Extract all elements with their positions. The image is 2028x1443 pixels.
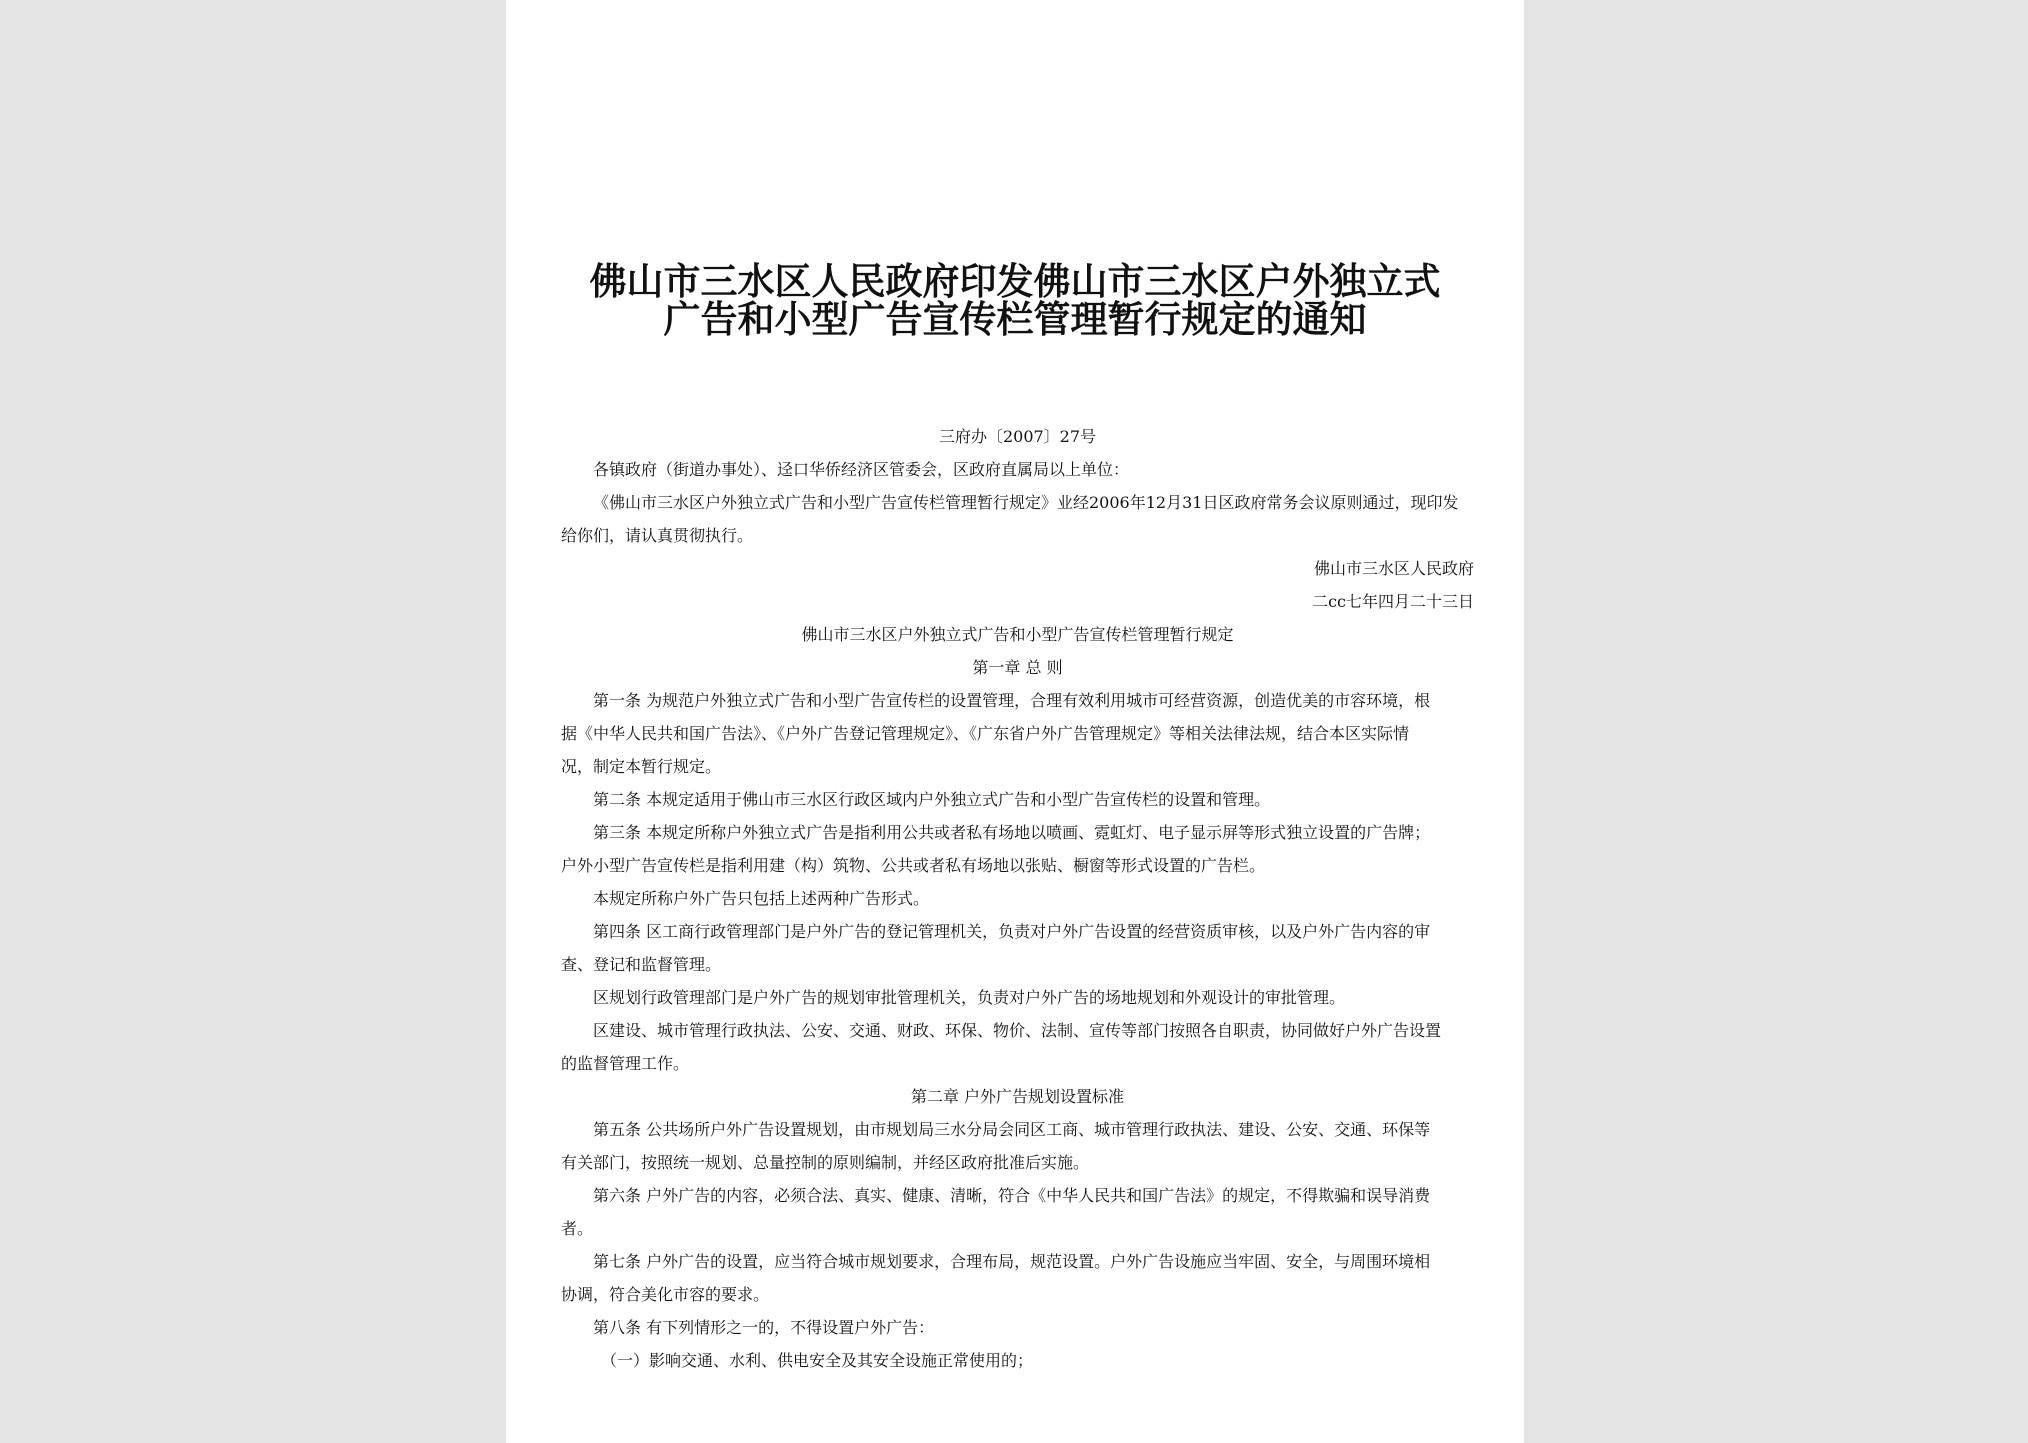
issuer: 佛山市三水区人民政府 xyxy=(1313,559,1474,578)
article-4-line-5: 的监督管理工作。 xyxy=(561,1054,690,1073)
article-1-line-2: 据《中华人民共和国广告法》、《户外广告登记管理规定》、《广东省户外广告管理规定》等相关法律法规，结合本区实际情 xyxy=(561,724,1410,743)
document-title xyxy=(506,259,1524,341)
addressee: 各镇政府（街道办事处）、迳口华侨经济区管委会，区政府直属局以上单位： xyxy=(593,460,1130,479)
regulation-title: 佛山市三水区户外独立式广告和小型广告宣传栏管理暂行规定 xyxy=(801,625,1234,644)
article-4-line-1: 第四条 区工商行政管理部门是户外广告的登记管理机关，负责对户外广告设置的经营资质审核，以及户外广告内容的审 xyxy=(593,922,1431,941)
intro-line-2: 给你们，请认真贯彻执行。 xyxy=(561,526,754,545)
article-6-line-1: 第六条 户外广告的内容，必须合法、真实、健康、清晰，符合《中华人民共和国广告法》的规定，不得欺骗和误导消费 xyxy=(593,1186,1431,1205)
article-5-line-1: 第五条 公共场所户外广告设置规划，由市规划局三水分局会同区工商、城市管理行政执法、建设、公安、交通、环保等 xyxy=(593,1120,1431,1139)
article-1-line-1: 第一条 为规范户外独立式广告和小型广告宣传栏的设置管理，合理有效利用城市可经营资源，创造优美的市容环境，根 xyxy=(593,691,1431,710)
article-4-line-4: 区建设、城市管理行政执法、公安、交通、财政、环保、物价、法制、宣传等部门按照各自职责，协同做好户外广告设置 xyxy=(593,1021,1442,1040)
article-4-line-2: 查、登记和监督管理。 xyxy=(561,955,722,974)
article-2-line-1: 第二条 本规定适用于佛山市三水区行政区域内户外独立式广告和小型广告宣传栏的设置和管理。 xyxy=(593,790,1271,809)
article-7-line-2: 协调，符合美化市容的要求。 xyxy=(561,1285,770,1304)
article-7-line-1: 第七条 户外广告的设置，应当符合城市规划要求，合理布局，规范设置。户外广告设施应当牢固、安全，与周围环境相 xyxy=(593,1252,1431,1271)
article-8-item-1: （一）影响交通、水利、供电安全及其安全设施正常使用的； xyxy=(601,1351,1034,1370)
title-line-2: 广告和小型广告宣传栏管理暂行规定的通知 xyxy=(663,297,1367,341)
issue-date: 二cc七年四月二十三日 xyxy=(1312,592,1474,611)
chapter-2-title: 第二章 户外广告规划设置标准 xyxy=(910,1087,1125,1106)
article-4-line-3: 区规划行政管理部门是户外广告的规划审批管理机关，负责对户外广告的场地规划和外观设计的审批管理。 xyxy=(593,988,1346,1007)
article-6-line-2: 者。 xyxy=(561,1219,594,1238)
document-body xyxy=(561,420,1474,1377)
title-line-1: 佛山市三水区人民政府印发佛山市三水区户外独立式 xyxy=(589,259,1441,303)
document-page xyxy=(506,0,1524,1443)
article-5-line-2: 有关部门，按照统一规划、总量控制的原则编制，并经区政府批准后实施。 xyxy=(561,1153,1090,1172)
intro-line-1: 《佛山市三水区户外独立式广告和小型广告宣传栏管理暂行规定》业经2006年12月31日区政府常务会议原则通过，现印发 xyxy=(593,493,1459,512)
article-3-line-2: 户外小型广告宣传栏是指利用建（构）筑物、公共或者私有场地以张贴、橱窗等形式设置的广告栏。 xyxy=(561,856,1266,875)
article-3-line-3: 本规定所称户外广告只包括上述两种广告形式。 xyxy=(593,889,930,908)
article-8-line-1: 第八条 有下列情形之一的，不得设置户外广告： xyxy=(593,1318,935,1337)
doc-number: 三府办〔2007〕27号 xyxy=(938,427,1097,446)
article-3-line-1: 第三条 本规定所称户外独立式广告是指利用公共或者私有场地以喷画、霓虹灯、电子显示屏等形式独立设置的广告牌； xyxy=(593,823,1431,842)
chapter-1-title: 第一章 总 则 xyxy=(972,658,1063,677)
article-1-line-3: 况，制定本暂行规定。 xyxy=(561,757,722,776)
